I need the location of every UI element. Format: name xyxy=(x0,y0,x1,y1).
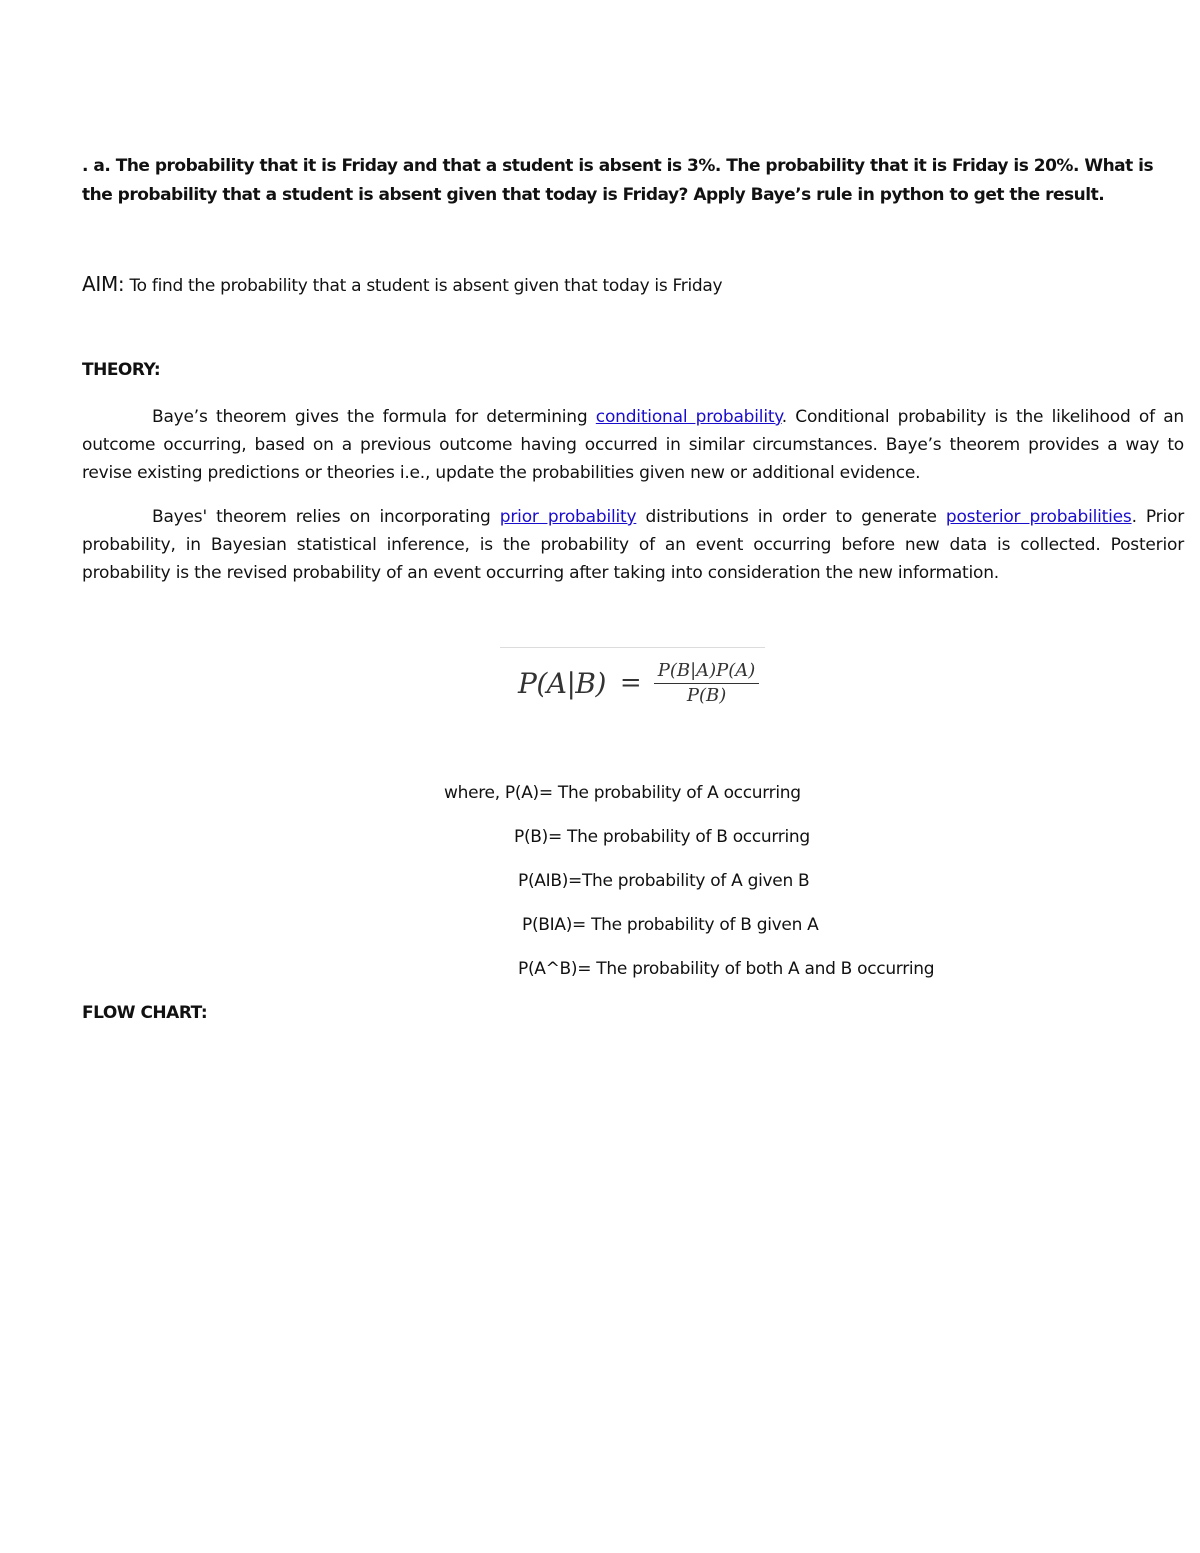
formula-lhs: P(A|B) xyxy=(518,666,606,700)
conditional-probability-link[interactable]: conditional probability xyxy=(595,407,782,427)
theory-heading: THEORY: xyxy=(82,360,161,380)
aim-text: To find the probability that a student is absent given that today is Friday xyxy=(124,276,723,296)
definition-p-a: where, P(A)= The probability of A occurring xyxy=(444,783,801,803)
para1-text-start: Baye’s theorem gives the formula for determining xyxy=(152,407,596,427)
posterior-probabilities-link[interactable]: posterior probabilities xyxy=(945,507,1132,527)
para2-text-end: . Prior probability, in Bayesian statistical inference, is the probability of an event occurring before new data is collected. Posterior probability is the revised probability of an event occurring after taking into consideration the new information. xyxy=(82,507,1184,583)
theory-paragraph-2 xyxy=(82,503,1184,587)
para2-text-middle: distributions in order to generate xyxy=(636,507,946,527)
aim-line xyxy=(82,270,1172,300)
question-text: . a. The probability that it is Friday and that a student is absent is 3%. The probability that it is Friday is 20%. What is the probability that a student is absent given that today is Friday? Apply Baye’s rule in python to get the result. xyxy=(82,156,1154,205)
prior-probability-link[interactable]: prior probability xyxy=(499,507,637,527)
para1-text-end: . Conditional probability is the likelihood of an outcome occurring, based on a previous outcome having occurred in similar circumstances. Baye’s theorem provides a way to revise existing predictions or theories i.e., update the probabilities given new or additional evidence. xyxy=(82,407,1185,483)
definition-p-a-given-b: P(AIB)=The probability of A given B xyxy=(518,871,810,891)
definition-p-b-given-a: P(BIA)= The probability of B given A xyxy=(522,915,819,935)
bayes-formula xyxy=(518,660,759,706)
flow-chart-heading: FLOW CHART: xyxy=(82,1003,208,1023)
formula-equals: = xyxy=(619,668,642,698)
definition-p-b: P(B)= The probability of B occurring xyxy=(514,827,810,847)
formula-denominator: P(B) xyxy=(686,685,727,706)
aim-label: AIM: xyxy=(82,272,125,296)
para2-text-start: Bayes' theorem relies on incorporating xyxy=(152,507,500,527)
formula-numerator: P(B|A)P(A) xyxy=(654,660,760,684)
theory-paragraph-1 xyxy=(82,403,1184,487)
formula-fraction xyxy=(654,660,760,706)
definition-p-a-and-b: P(A^B)= The probability of both A and B occurring xyxy=(518,959,935,979)
